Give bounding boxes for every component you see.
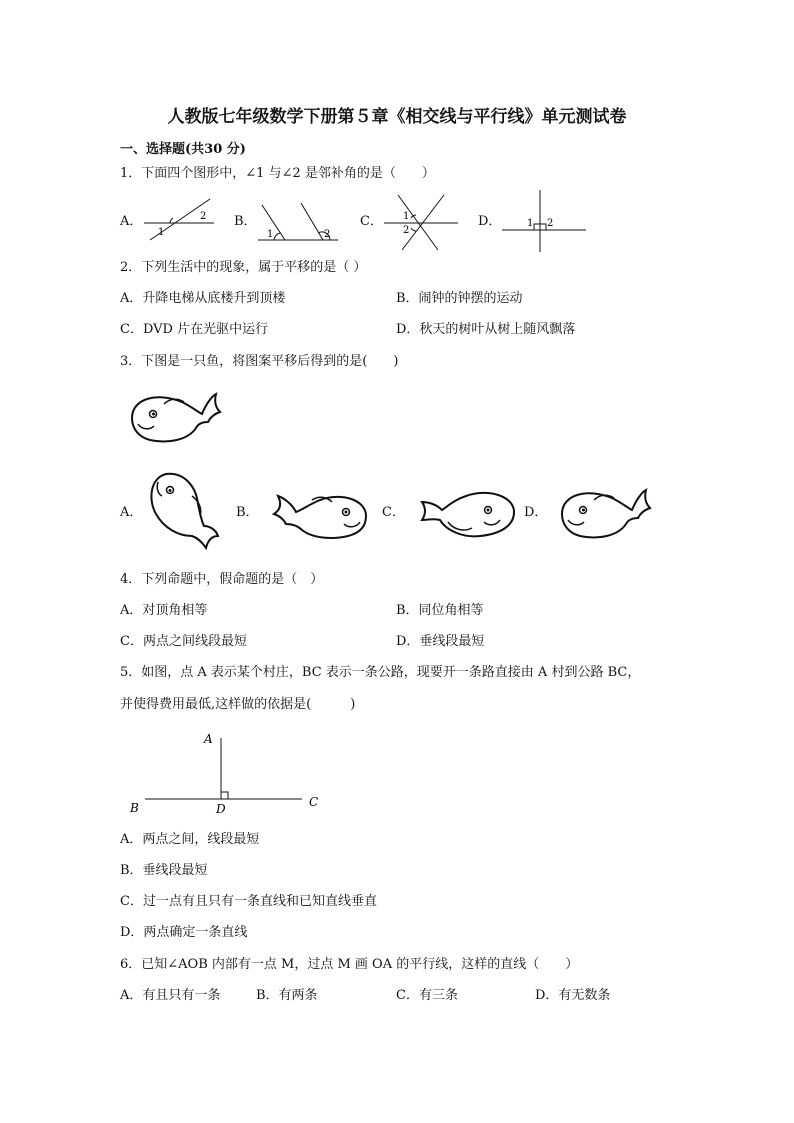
q1c-label-1: 1 [403, 211, 410, 222]
q2-option-d[interactable]: D．秋天的树叶从树上随风飘落 [396, 322, 576, 337]
q6-stem: 6．已知∠AOB 内部有一点 M，过点 M 画 OA 的平行线，这样的直线（ ） [120, 957, 579, 972]
q1-stem: 1．下面四个图形中，∠1 与∠2 是邻补角的是（ ） [120, 166, 435, 181]
q5-option-d[interactable]: D．两点确定一条直线 [120, 925, 248, 940]
q1b-label-1: 1 [267, 229, 274, 240]
q1-option-a-label[interactable]: A． [120, 214, 143, 229]
q1a-label-1: 1 [158, 227, 165, 238]
q5-option-b[interactable]: B．垂线段最短 [120, 863, 208, 878]
q5-option-a[interactable]: A．两点之间，线段最短 [120, 832, 260, 847]
q5-label-a: A [204, 732, 213, 746]
q2-option-c[interactable]: C．DVD 片在光驱中运行 [120, 322, 269, 337]
q6-option-a[interactable]: A．有且只有一条 [120, 988, 221, 1003]
q1-option-d-label[interactable]: D． [478, 214, 502, 229]
q5-label-d: D [216, 802, 226, 816]
q1b-label-2: 2 [324, 229, 331, 240]
q2-option-a[interactable]: A．升降电梯从底楼升到顶楼 [120, 291, 286, 306]
section-heading: 一、选择题(共30 分) [120, 142, 246, 157]
q2-stem: 2．下列生活中的现象，属于平移的是（ ） [120, 260, 367, 275]
q1d-label-1: 1 [527, 218, 534, 229]
q4-option-d[interactable]: D．垂线段最短 [396, 634, 485, 649]
q6-option-b[interactable]: B．有两条 [256, 988, 318, 1003]
q1d-label-2: 2 [547, 218, 554, 229]
q6-option-c[interactable]: C．有三条 [396, 988, 458, 1003]
q5-option-c[interactable]: C．过一点有且只有一条直线和已知直线垂直 [120, 894, 377, 909]
q3-stem: 3．下图是一只鱼，将图案平移后得到的是( ) [120, 354, 399, 369]
q5-stem-line1: 5．如图，点 A 表示某个村庄，BC 表示一条公路，现要开一条路直接由 A 村到公路 BC， [120, 665, 641, 680]
q4-option-b[interactable]: B．同位角相等 [396, 603, 484, 618]
q1c-label-2: 2 [403, 225, 410, 236]
q2-option-b[interactable]: B．闹钟的钟摆的运动 [396, 291, 523, 306]
q3-option-b-label[interactable]: B． [236, 505, 259, 520]
q4-stem: 4．下列命题中，假命题的是（ ） [120, 572, 324, 587]
q6-option-d[interactable]: D．有无数条 [535, 988, 611, 1003]
q1-option-c-label[interactable]: C． [360, 214, 383, 229]
q3-option-a-label[interactable]: A． [120, 505, 143, 520]
page-title: 人教版七年级数学下册第５章《相交线与平行线》单元测试卷 [167, 107, 627, 127]
q5-stem-line2: 并使得费用最低,这样做的依据是( ) [120, 697, 356, 712]
q4-option-a[interactable]: A．对顶角相等 [120, 603, 208, 618]
q4-option-c[interactable]: C．两点之间线段最短 [120, 634, 247, 649]
q5-label-b: B [130, 801, 139, 815]
q5-label-c: C [309, 795, 319, 809]
q1-option-b-label[interactable]: B． [234, 214, 257, 229]
q1a-label-2: 2 [200, 211, 207, 222]
q3-option-c-label[interactable]: C． [382, 505, 405, 520]
q3-option-d-label[interactable]: D． [524, 505, 548, 520]
